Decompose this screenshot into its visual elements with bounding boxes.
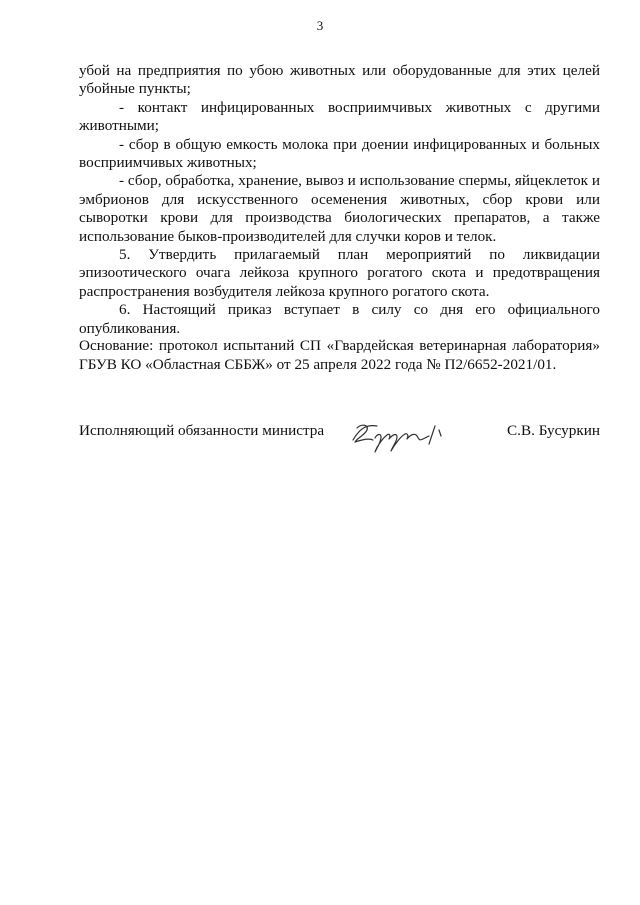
paragraph-6: 6. Настоящий приказ вступает в силу со дня его официального опубликования. [79, 301, 600, 337]
paragraph-3: - сбор в общую емкость молока при доении инфицированных и больных восприимчивых животных; [79, 135, 600, 172]
paragraph-5: 5. Утвердить прилагаемый план мероприятий по ликвидации эпизоотического очага лейкоза крупного рогатого скота и предотвращения распространения возбудителя лейкоза крупного рогатого скота. [79, 246, 600, 300]
signature-block [79, 416, 600, 456]
body-text [79, 62, 600, 338]
paragraph-4: - сбор, обработка, хранение, вывоз и использование спермы, яйцеклеток и эмбрионов для искусственного осеменения животных, сбор крови или сыворотки крови для производства биологических препаратов, а также использование быков-производителей для случки коров и телок. [79, 172, 600, 245]
paragraph-2: - контакт инфицированных восприимчивых животных с другими животными; [79, 98, 600, 135]
handwritten-signature [347, 416, 457, 456]
signatory-title: Исполняющий обязанности министра [79, 422, 325, 439]
page-number: 3 [316, 18, 324, 33]
signatory-name: С.В. Бусуркин [507, 422, 600, 439]
paragraph-1: убой на предприятия по убою животных или оборудованные для этих целей убойные пункты; [79, 62, 600, 98]
basis-note: Основание: протокол испытаний СП «Гвардейская ветеринарная лаборатория» ГБУВ КО «Областная СББЖ» от 25 апреля 2022 года № П2/6652-2021/01. [79, 337, 600, 373]
